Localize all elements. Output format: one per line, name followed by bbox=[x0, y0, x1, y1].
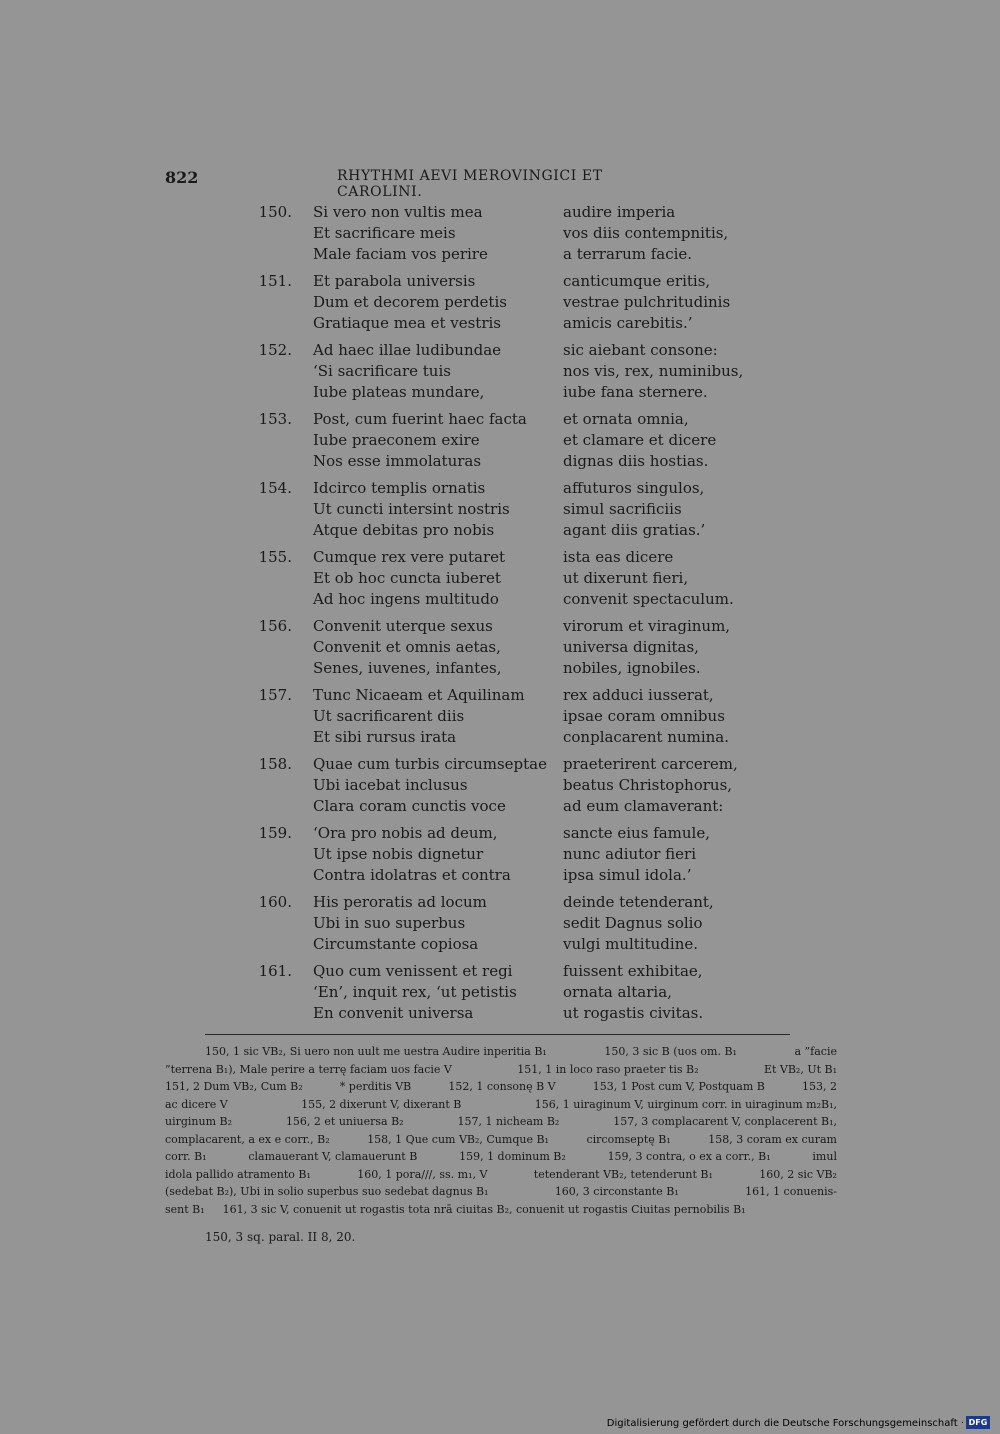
note-segment: complacarent, a ex e corr., B₂ bbox=[165, 1132, 330, 1146]
verse-second-half: nobiles, ignobiles. bbox=[563, 659, 701, 677]
verse-first-half: Et ob hoc cuncta iuberet bbox=[313, 569, 501, 587]
verse-first-half: His peroratis ad locum bbox=[313, 893, 487, 911]
verse-line bbox=[262, 1003, 762, 1024]
verse-line bbox=[262, 982, 762, 1003]
note-segment: clamauerant V, clamauerunt B bbox=[248, 1150, 418, 1163]
stanza bbox=[258, 478, 762, 541]
verse-first-half: Ad haec illae ludibundae bbox=[313, 341, 502, 359]
verse-line bbox=[262, 313, 762, 334]
verse-first-half: ‘Ora pro nobis ad deum, bbox=[313, 824, 498, 842]
note-segment: ”terrena B₁), Male perire a terrę faciam uos facie V bbox=[165, 1062, 452, 1076]
note-segment: ac dicere V bbox=[165, 1097, 228, 1111]
verse-second-half: ipsa simul idola.’ bbox=[563, 866, 692, 884]
note-segment: (sedebat B₂), Ubi in solio superbus suo sedebat dagnus B₁ bbox=[165, 1185, 489, 1198]
stanza-number: 156. bbox=[258, 617, 292, 635]
verse-second-half: rex adduci iusserat, bbox=[563, 686, 714, 704]
verse-second-half: ad eum clamaverant: bbox=[563, 797, 724, 815]
verse-line bbox=[262, 430, 762, 451]
verse-first-half: Gratiaque mea et vestris bbox=[313, 314, 501, 332]
stanza bbox=[258, 616, 762, 679]
verse-line bbox=[262, 589, 762, 610]
verse-line bbox=[262, 499, 762, 520]
note-line bbox=[165, 1061, 837, 1079]
note-segment: 158, 3 coram ex curam bbox=[708, 1132, 837, 1146]
verse-second-half: sic aiebant consone: bbox=[563, 341, 718, 359]
verse-line bbox=[258, 478, 762, 499]
stanza bbox=[258, 271, 762, 334]
verse-first-half: Circumstante copiosa bbox=[313, 935, 479, 953]
page-number: 822 bbox=[165, 168, 199, 187]
verse-line bbox=[262, 244, 762, 265]
verse-line bbox=[258, 547, 762, 568]
note-segment: 160, 3 circonstante B₁ bbox=[554, 1185, 679, 1198]
note-segment: idola pallido atramento B₁ bbox=[165, 1167, 311, 1181]
verse-line bbox=[262, 568, 762, 589]
verse-first-half: Post, cum fuerint haec facta bbox=[313, 410, 527, 428]
verse-second-half: sedit Dagnus solio bbox=[563, 914, 703, 932]
verse-second-half: nos vis, rex, numinibus, bbox=[563, 362, 744, 380]
verse-first-half: Et parabola universis bbox=[313, 272, 476, 290]
note-line bbox=[165, 1166, 837, 1184]
poem-body bbox=[258, 202, 762, 1030]
stanza-number: 158. bbox=[258, 755, 292, 773]
note-segment: 155, 2 dixerunt V, dixerant B bbox=[301, 1097, 462, 1111]
verse-first-half: Contra idolatras et contra bbox=[313, 866, 511, 884]
verse-second-half: et clamare et dicere bbox=[563, 431, 717, 449]
note-segment: 153, 2 bbox=[801, 1080, 837, 1093]
verse-first-half: Senes, iuvenes, infantes, bbox=[313, 659, 502, 677]
verse-second-half: ut dixerunt fieri, bbox=[563, 569, 689, 587]
verse-second-half: conplacarent numina. bbox=[563, 728, 729, 746]
note-segment: uirginum B₂ bbox=[165, 1115, 233, 1128]
stanza-number: 159. bbox=[258, 824, 292, 842]
verse-line bbox=[258, 616, 762, 637]
verse-first-half: Idcirco templis ornatis bbox=[313, 479, 486, 497]
verse-first-half: Convenit uterque sexus bbox=[313, 617, 493, 635]
verse-second-half: simul sacrificiis bbox=[563, 500, 682, 518]
digitization-credit: Digitalisierung gefördert durch die Deutsche Forschungsgemeinschaft · bbox=[606, 1418, 964, 1429]
stanza-number: 157. bbox=[258, 686, 292, 704]
verse-second-half: fuissent exhibitae, bbox=[563, 962, 703, 980]
verse-line bbox=[258, 202, 762, 223]
verse-line bbox=[262, 775, 762, 796]
verse-first-half: Quo cum venissent et regi bbox=[313, 962, 513, 980]
stanza-number: 152. bbox=[258, 341, 292, 359]
note-line bbox=[165, 1148, 837, 1166]
stanza bbox=[258, 892, 762, 955]
verse-first-half: Cumque rex vere putaret bbox=[313, 548, 506, 566]
note-segment: 156, 2 et uniuersa B₂ bbox=[285, 1115, 404, 1128]
running-title: RHYTHMI AEVI MEROVINGICI ET CAROLINI. bbox=[337, 168, 603, 200]
verse-line bbox=[258, 823, 762, 844]
verse-first-half: Clara coram cunctis voce bbox=[313, 797, 506, 815]
stanza bbox=[258, 685, 762, 748]
verse-line bbox=[258, 271, 762, 292]
verse-first-half: Si vero non vultis mea bbox=[313, 203, 483, 221]
note-segment: 161, 1 conuenis- bbox=[745, 1185, 837, 1198]
note-segment: circomseptę B₁ bbox=[586, 1132, 671, 1146]
footnote-rule bbox=[205, 1034, 790, 1035]
verse-first-half: Convenit et omnis aetas, bbox=[313, 638, 501, 656]
verse-second-half: ornata altaria, bbox=[563, 983, 672, 1001]
verse-second-half: ut rogastis civitas. bbox=[563, 1004, 704, 1022]
stanza bbox=[258, 754, 762, 817]
verse-first-half: Ut ipse nobis dignetur bbox=[313, 845, 484, 863]
verse-second-half: praeterirent carcerem, bbox=[563, 755, 738, 773]
verse-second-half: vulgi multitudine. bbox=[563, 935, 698, 953]
verse-first-half: ‘En’, inquit rex, ‘ut petistis bbox=[313, 983, 517, 1001]
note-segment: sent B₁ bbox=[165, 1202, 205, 1216]
verse-first-half: Iube plateas mundare, bbox=[313, 383, 485, 401]
stanza-number: 155. bbox=[258, 548, 292, 566]
note-segment: 160, 2 sic VB₂ bbox=[759, 1167, 837, 1181]
note-segment: 153, 1 Post cum V, Postquam B bbox=[592, 1080, 765, 1093]
dfg-logo: DFG bbox=[966, 1416, 990, 1429]
stanza bbox=[258, 409, 762, 472]
stanza-number: 161. bbox=[258, 962, 292, 980]
note-segment: a ”facie bbox=[794, 1045, 837, 1058]
verse-line bbox=[262, 361, 762, 382]
verse-second-half: deinde tetenderant, bbox=[563, 893, 714, 911]
verse-first-half: Atque debitas pro nobis bbox=[313, 521, 495, 539]
verse-second-half: sancte eius famule, bbox=[563, 824, 710, 842]
verse-first-half: Et sibi rursus irata bbox=[313, 728, 457, 746]
verse-second-half: amicis carebitis.’ bbox=[563, 314, 693, 332]
note-line bbox=[165, 1201, 837, 1219]
verse-line bbox=[262, 520, 762, 541]
verse-second-half: universa dignitas, bbox=[563, 638, 699, 656]
note-segment: * perditis VB bbox=[339, 1080, 412, 1093]
verse-first-half: Quae cum turbis circumseptae bbox=[313, 755, 548, 773]
stanza bbox=[258, 547, 762, 610]
verse-second-half: canticumque eritis, bbox=[563, 272, 711, 290]
verse-line bbox=[262, 451, 762, 472]
verse-line bbox=[258, 892, 762, 913]
verse-second-half: a terrarum facie. bbox=[563, 245, 693, 263]
verse-second-half: dignas diis hostias. bbox=[563, 452, 709, 470]
stanza-number: 153. bbox=[258, 410, 292, 428]
parallel-reference: 150, 3 sq. paral. II 8, 20. bbox=[205, 1230, 356, 1244]
stanza bbox=[258, 202, 762, 265]
note-segment: 152, 1 consonę B V bbox=[448, 1080, 556, 1093]
verse-first-half: Dum et decorem perdetis bbox=[313, 293, 507, 311]
note-line bbox=[165, 1078, 837, 1096]
verse-line bbox=[258, 685, 762, 706]
note-segment: 151, 1 in loco raso praeter tis B₂ bbox=[517, 1062, 699, 1076]
note-segment: corr. B₁ bbox=[165, 1150, 207, 1163]
verse-second-half: nunc adiutor fieri bbox=[563, 845, 697, 863]
note-line bbox=[165, 1043, 837, 1061]
verse-line bbox=[262, 913, 762, 934]
verse-line bbox=[262, 223, 762, 244]
note-segment: imul bbox=[812, 1150, 837, 1163]
verse-first-half: Ut sacrificarent diis bbox=[313, 707, 465, 725]
verse-line bbox=[262, 865, 762, 886]
verse-line bbox=[258, 754, 762, 775]
verse-first-half: Nos esse immolaturas bbox=[313, 452, 482, 470]
page-header bbox=[165, 168, 670, 200]
note-segment: 150, 1 sic VB₂, Si uero non uult me uestra Audire inperitia B₁ bbox=[205, 1045, 547, 1058]
verse-line bbox=[258, 409, 762, 430]
verse-first-half: Iube praeconem exire bbox=[313, 431, 480, 449]
verse-line bbox=[262, 382, 762, 403]
stanza bbox=[258, 823, 762, 886]
verse-first-half: Et sacrificare meis bbox=[313, 224, 456, 242]
verse-line bbox=[262, 796, 762, 817]
stanza-number: 154. bbox=[258, 479, 292, 497]
verse-second-half: audire imperia bbox=[563, 203, 676, 221]
verse-second-half: ista eas dicere bbox=[563, 548, 674, 566]
verse-first-half: Tunc Nicaeam et Aquilinam bbox=[313, 686, 525, 704]
verse-second-half: virorum et viraginum, bbox=[563, 617, 731, 635]
verse-line bbox=[262, 727, 762, 748]
note-segment: 160, 1 pora///, ss. m₁, V bbox=[357, 1167, 488, 1181]
note-segment: Et VB₂, Ut B₁ bbox=[763, 1062, 837, 1076]
verse-second-half: convenit spectaculum. bbox=[563, 590, 734, 608]
verse-first-half: En convenit universa bbox=[313, 1004, 474, 1022]
verse-first-half: Ut cuncti intersint nostris bbox=[313, 500, 510, 518]
stanza-number: 160. bbox=[258, 893, 292, 911]
note-line bbox=[165, 1096, 837, 1114]
verse-line bbox=[262, 844, 762, 865]
critical-apparatus bbox=[165, 1043, 837, 1218]
stanza bbox=[258, 961, 762, 1024]
verse-second-half: vestrae pulchritudinis bbox=[563, 293, 731, 311]
verse-first-half: Ubi iacebat inclusus bbox=[313, 776, 468, 794]
verse-line bbox=[262, 706, 762, 727]
verse-line bbox=[262, 292, 762, 313]
note-line bbox=[165, 1113, 837, 1131]
note-line bbox=[165, 1183, 837, 1201]
verse-line bbox=[258, 340, 762, 361]
verse-line bbox=[262, 934, 762, 955]
note-segment: 158, 1 Que cum VB₂, Cumque B₁ bbox=[367, 1132, 549, 1146]
verse-second-half: affuturos singulos, bbox=[563, 479, 705, 497]
verse-second-half: agant diis gratias.’ bbox=[563, 521, 706, 539]
verse-second-half: et ornata omnia, bbox=[563, 410, 689, 428]
note-segment: 157, 3 complacarent V, conplacerent B₁, bbox=[613, 1115, 837, 1128]
stanza bbox=[258, 340, 762, 403]
note-segment: 161, 3 sic V, conuenit ut rogastis tota nrā ciuitas B₂, conuenit ut rogastis Ciuitas pernobilis B₁ bbox=[222, 1202, 746, 1216]
note-segment: 156, 1 uiraginum V, uirginum corr. in uiraginum m₂B₁, bbox=[534, 1097, 837, 1111]
verse-first-half: Ubi in suo superbus bbox=[313, 914, 466, 932]
verse-second-half: ipsae coram omnibus bbox=[563, 707, 725, 725]
verse-line bbox=[262, 637, 762, 658]
verse-first-half: ‘Si sacrificare tuis bbox=[313, 362, 451, 380]
note-segment: 150, 3 sic B (uos om. B₁ bbox=[604, 1045, 737, 1058]
note-segment: 159, 1 dominum B₂ bbox=[459, 1150, 566, 1163]
verse-line bbox=[258, 961, 762, 982]
verse-line bbox=[262, 658, 762, 679]
note-segment: 151, 2 Dum VB₂, Cum B₂ bbox=[165, 1080, 303, 1093]
note-line bbox=[165, 1131, 837, 1149]
verse-first-half: Male faciam vos perire bbox=[313, 245, 488, 263]
note-segment: 159, 3 contra, o ex a corr., B₁ bbox=[607, 1150, 771, 1163]
stanza-number: 151. bbox=[258, 272, 292, 290]
stanza-number: 150. bbox=[258, 203, 292, 221]
verse-second-half: iube fana sternere. bbox=[563, 383, 708, 401]
note-segment: tetenderant VB₂, tetenderunt B₁ bbox=[533, 1167, 713, 1181]
verse-first-half: Ad hoc ingens multitudo bbox=[313, 590, 499, 608]
note-segment: 157, 1 nicheam B₂ bbox=[457, 1115, 560, 1128]
verse-second-half: vos diis contempnitis, bbox=[563, 224, 729, 242]
verse-second-half: beatus Christophorus, bbox=[563, 776, 733, 794]
